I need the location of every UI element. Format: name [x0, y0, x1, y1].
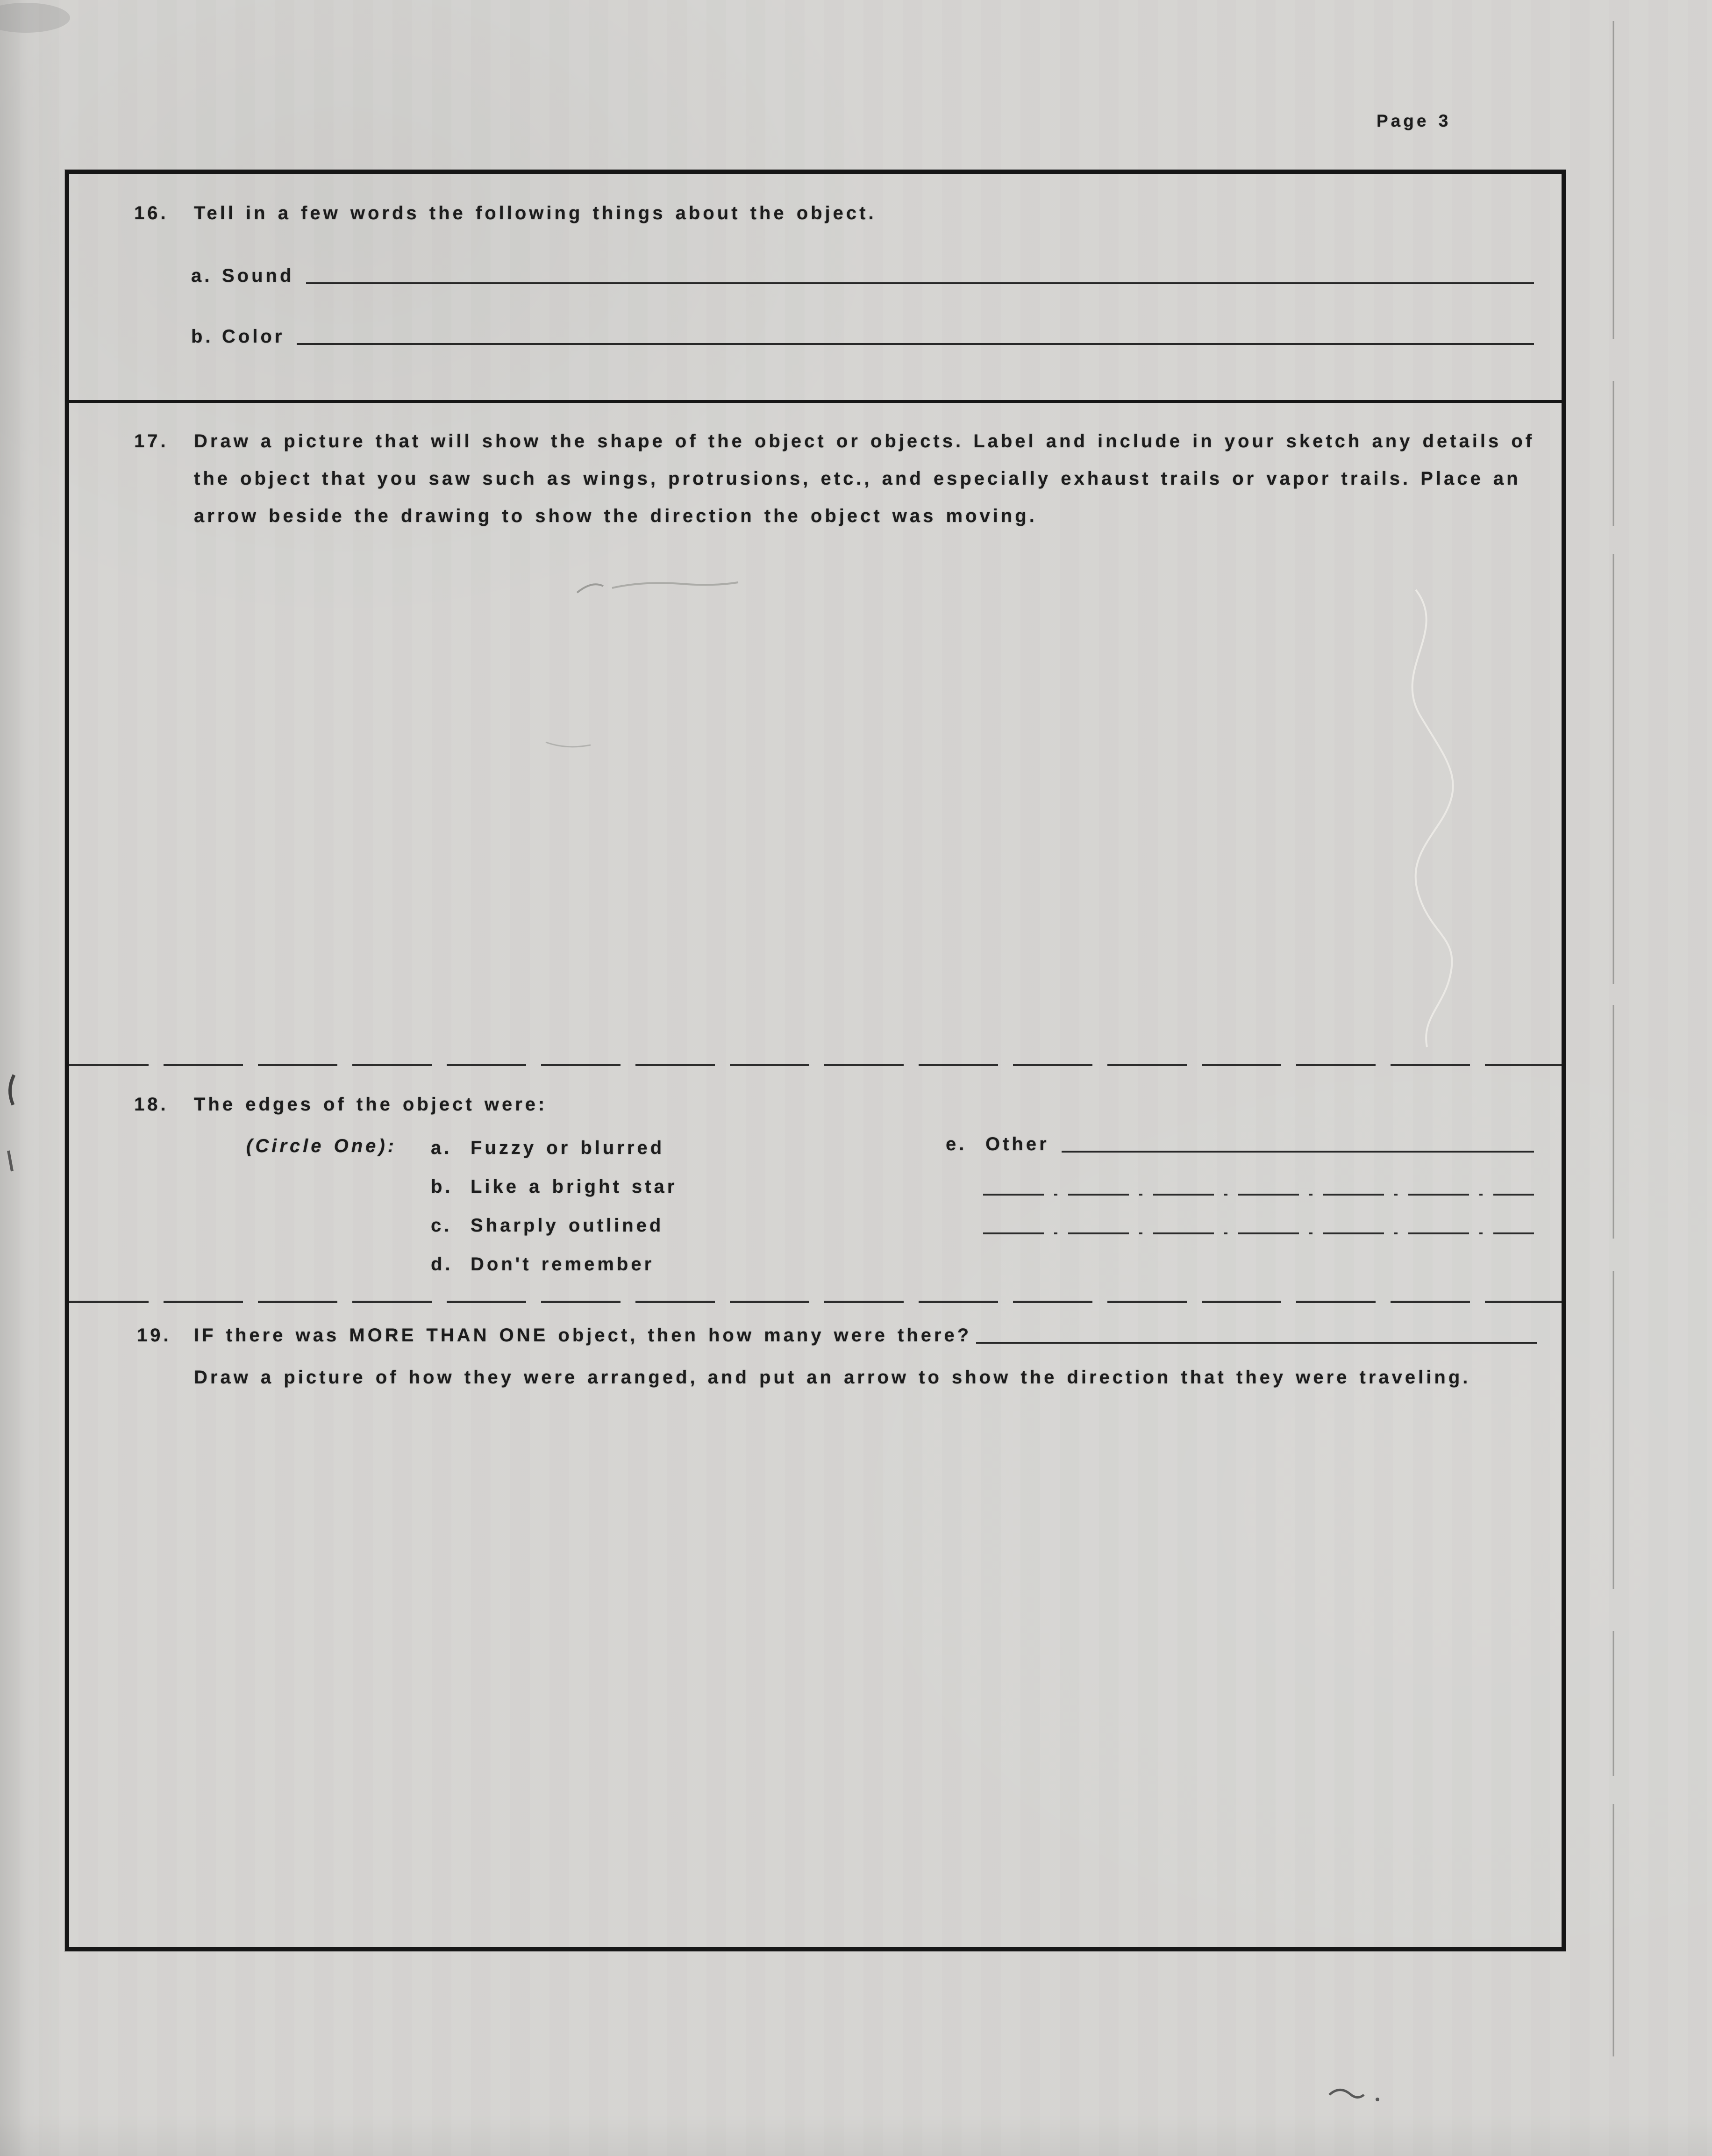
edge-option-a-letter: a.	[431, 1138, 452, 1158]
color-field-letter: b.	[191, 326, 214, 347]
section-divider-2	[69, 1064, 1562, 1066]
circle-one-label: (Circle One):	[246, 1136, 397, 1156]
question-19-heading	[137, 1323, 1537, 1347]
color-answer-line	[297, 343, 1534, 345]
question-19-text-line2: Draw a picture of how they were arranged, and put an arrow to show the direction that they were traveling.	[194, 1367, 1471, 1388]
section-divider-1	[69, 400, 1562, 403]
edge-option-c-text: Sharply outlined	[471, 1215, 664, 1236]
edge-option-b-text: Like a bright star	[471, 1176, 678, 1197]
other-extra-line-2	[983, 1232, 1534, 1234]
edge-option-a-text: Fuzzy or blurred	[471, 1138, 665, 1158]
other-answer-line	[1062, 1151, 1534, 1153]
edge-option-e-letter: e.	[946, 1134, 967, 1154]
edge-option-b	[431, 1175, 677, 1199]
question-17-number: 17.	[134, 431, 169, 451]
question-18-number: 18.	[134, 1094, 169, 1115]
how-many-answer-line	[976, 1342, 1537, 1344]
question-16-heading	[134, 203, 1536, 224]
sound-field-label: Sound	[222, 265, 294, 286]
left-margin-mark-1	[10, 1075, 14, 1105]
edge-option-c	[431, 1213, 663, 1238]
sound-field-row	[191, 264, 1534, 288]
edge-option-d-letter: d.	[431, 1254, 453, 1275]
left-margin-mark-2	[8, 1151, 12, 1171]
page-number: Page 3	[1377, 111, 1451, 130]
form-border-box	[65, 170, 1566, 1951]
bottom-dot	[1376, 2098, 1379, 2101]
sound-field-letter: a.	[191, 265, 213, 286]
question-19-number: 19.	[137, 1325, 171, 1346]
section-divider-3	[69, 1301, 1562, 1303]
bottom-squiggle	[1329, 2090, 1364, 2097]
edge-option-b-letter: b.	[431, 1176, 453, 1197]
edge-option-d	[431, 1252, 654, 1276]
question-16-number: 16.	[134, 203, 169, 223]
edge-option-e-row	[946, 1132, 1534, 1156]
edge-option-e-text: Other	[985, 1134, 1049, 1154]
other-extra-line-1	[983, 1194, 1534, 1196]
question-18-heading	[134, 1094, 1349, 1115]
color-field-label: Color	[222, 326, 285, 347]
sound-answer-line	[306, 282, 1534, 284]
edge-option-a	[431, 1136, 664, 1160]
question-18-text: The edges of the object were:	[194, 1094, 548, 1115]
question-19-text: IF there was MORE THAN ONE object, then how many were there?	[194, 1325, 972, 1346]
color-field-row	[191, 324, 1534, 349]
sketch-area	[134, 585, 1527, 1053]
corner-smudge	[0, 3, 70, 33]
arrangement-sketch-area	[134, 1412, 1527, 1903]
question-17-heading	[134, 423, 1557, 535]
edge-option-d-text: Don't remember	[471, 1254, 655, 1275]
question-17-text: Draw a picture that will show the shape of the object or objects. Label and include in your sketch any details of the object that you saw such as wings, protrusions, etc., and especially exhaust trails or vapor trails. Place an arrow beside the drawing to show the direction the object was moving.	[194, 431, 1535, 526]
edge-option-c-letter: c.	[431, 1215, 452, 1236]
question-16-text: Tell in a few words the following things about the object.	[194, 203, 877, 223]
